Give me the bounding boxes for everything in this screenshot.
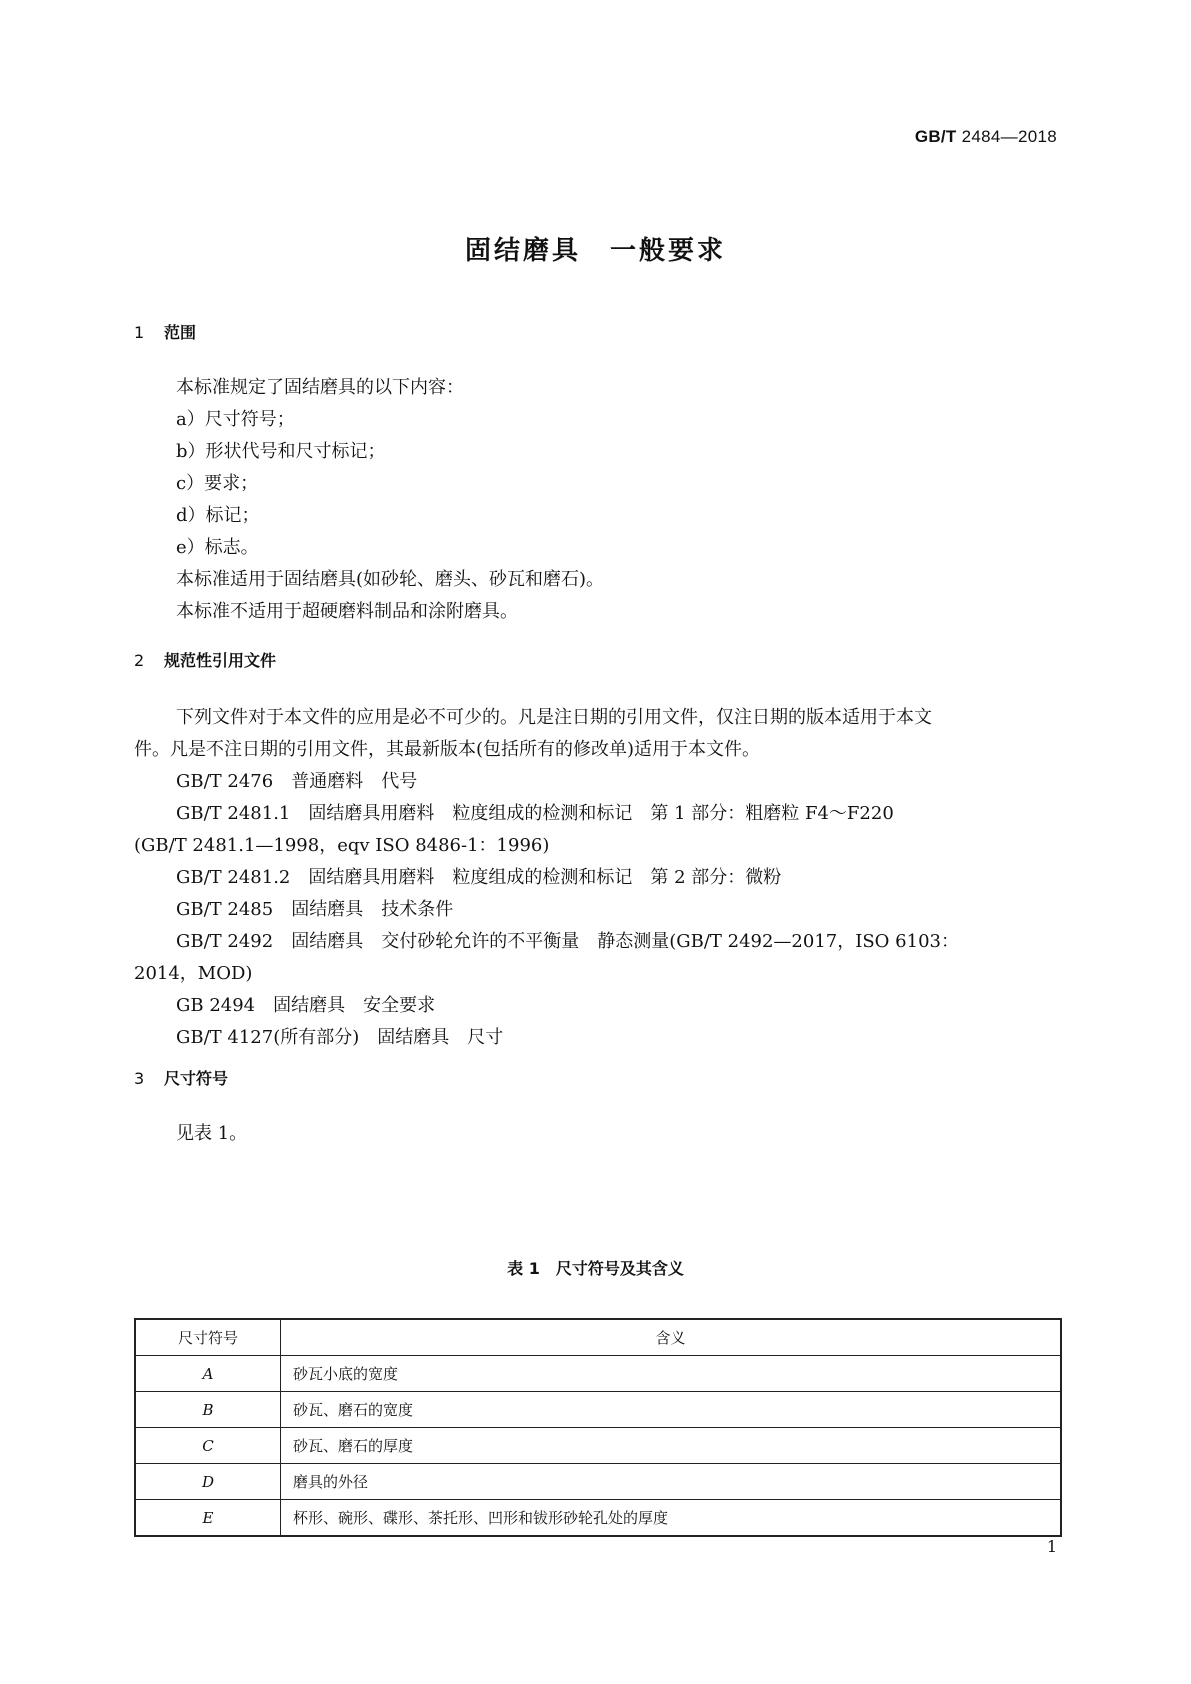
reference-item: GB/T 2481.2 固结磨具用磨料 粒度组成的检测和标记 第 2 部分：微粉 xyxy=(176,867,782,888)
reference-item: GB/T 2476 普通磨料 代号 xyxy=(176,771,418,792)
table-row xyxy=(135,1500,1061,1537)
section-2-body xyxy=(134,702,1062,1054)
page-number: 1 xyxy=(1046,1537,1057,1556)
section-3-heading xyxy=(134,1066,228,1089)
meaning-cell: 杯形、碗形、碟形、茶托形、凹形和钹形砂轮孔处的厚度 xyxy=(281,1500,1062,1537)
paragraph-line: 见表 1。 xyxy=(176,1123,248,1144)
reference-item: GB/T 2492 固结磨具 交付砂轮允许的不平衡量 静态测量(GB/T 2492—2017，ISO 6103： xyxy=(176,931,959,952)
list-item: c）要求； xyxy=(176,473,259,494)
section-number: 2 xyxy=(134,651,145,670)
symbol-cell: D xyxy=(135,1464,281,1500)
list-item: a）尺寸符号； xyxy=(176,409,295,430)
table-caption: 表 1 尺寸符号及其含义 xyxy=(507,1259,684,1278)
table-row xyxy=(135,1428,1061,1464)
paragraph-line: 下列文件对于本文件的应用是必不可少的。凡是注日期的引用文件，仅注日期的版本适用于本文 xyxy=(176,707,932,728)
meaning-cell: 砂瓦、磨石的宽度 xyxy=(281,1392,1062,1428)
meaning-cell: 砂瓦小底的宽度 xyxy=(281,1356,1062,1392)
table-row xyxy=(135,1392,1061,1428)
reference-item: GB/T 2481.1 固结磨具用磨料 粒度组成的检测和标记 第 1 部分：粗磨粒 F4～F220 xyxy=(176,803,894,824)
standard-number: 2484—2018 xyxy=(956,127,1057,146)
table-row xyxy=(135,1464,1061,1500)
standard-prefix: GB/T xyxy=(914,127,957,146)
symbol-cell: B xyxy=(135,1392,281,1428)
paragraph-line: 件。凡是不注日期的引用文件，其最新版本(包括所有的修改单)适用于本文件。 xyxy=(134,739,761,760)
meaning-cell: 砂瓦、磨石的厚度 xyxy=(281,1428,1062,1464)
symbol-cell: A xyxy=(135,1356,281,1392)
column-header-meaning: 含义 xyxy=(281,1319,1062,1356)
section-3-body xyxy=(134,1118,1062,1150)
list-item: e）标志。 xyxy=(176,537,259,558)
paragraph-line: 本标准不适用于超硬磨料制品和涂附磨具。 xyxy=(176,601,518,622)
standard-number-header xyxy=(915,127,1057,147)
section-number: 1 xyxy=(134,323,145,342)
list-item: b）形状代号和尺寸标记； xyxy=(176,441,386,462)
paragraph-line: 本标准适用于固结磨具(如砂轮、磨头、砂瓦和磨石)。 xyxy=(176,569,605,590)
paragraph-line: 本标准规定了固结磨具的以下内容： xyxy=(176,377,464,398)
section-title: 规范性引用文件 xyxy=(164,651,277,670)
document-title: 固结磨具 一般要求 xyxy=(464,236,726,266)
section-number: 3 xyxy=(134,1069,145,1088)
reference-item: GB/T 4127(所有部分) 固结磨具 尺寸 xyxy=(176,1027,504,1048)
section-1-heading xyxy=(134,320,196,343)
reference-item: GB 2494 固结磨具 安全要求 xyxy=(176,995,436,1016)
table-header-row xyxy=(135,1319,1061,1356)
section-2-heading xyxy=(134,648,276,671)
symbol-cell: C xyxy=(135,1428,281,1464)
column-header-symbol: 尺寸符号 xyxy=(135,1319,281,1356)
reference-item-continuation: (GB/T 2481.1—1998，eqv ISO 8486-1：1996) xyxy=(134,835,550,856)
reference-item-continuation: 2014，MOD) xyxy=(134,963,253,984)
list-item: d）标记； xyxy=(176,505,260,526)
reference-item: GB/T 2485 固结磨具 技术条件 xyxy=(176,899,454,920)
section-1-body xyxy=(134,372,1062,628)
meaning-cell: 磨具的外径 xyxy=(281,1464,1062,1500)
dimension-symbols-table xyxy=(134,1318,1062,1537)
symbol-cell: E xyxy=(135,1500,281,1537)
table-row xyxy=(135,1356,1061,1392)
section-title: 尺寸符号 xyxy=(164,1069,229,1088)
section-title: 范围 xyxy=(164,323,197,342)
